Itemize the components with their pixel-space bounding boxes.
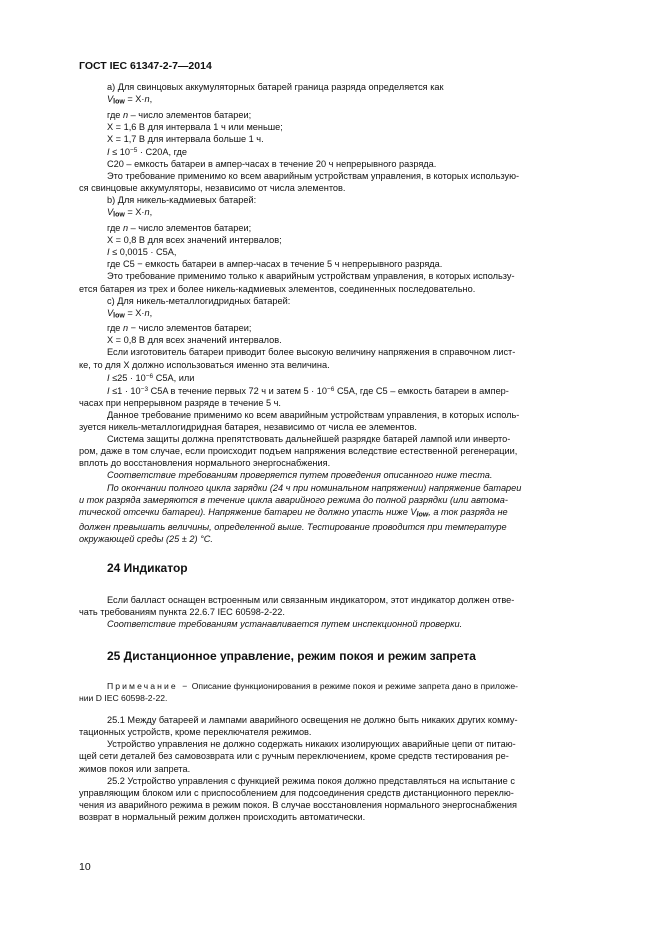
text-line: окружающей среды (25 ± 2) °С. (79, 534, 213, 545)
formula-v-low: $V_{low} = X\cdot n$, (107, 94, 153, 106)
compliance-line: Соответствие требованиям проверяется путем проведения описанного ниже теста. (107, 470, 493, 481)
text-line: Если балласт оснащен встроенным или связанным индикатором, этот индикатор должен отве- (107, 594, 515, 605)
formula-current: $I \le 1 \cdot 10^{-3}$ C5A в течение первых 72 ч и затем $5 \cdot 10^{-6}$ C5A, где C5 – емкость батареи в ампер- (107, 385, 509, 396)
section-heading-24: 24 Индикатор (107, 561, 188, 576)
text-line: где C5 − емкость батареи в ампер-часах в течение 5 ч непрерывного разряда. (107, 259, 443, 270)
text-line: X = 0,8 В для всех значений интервалов. (107, 335, 282, 346)
text-line: вплоть до восстановления нормального энергоснабжения. (79, 458, 331, 469)
text-line: возврат в нормальный режим должен происходить автоматически. (79, 811, 366, 822)
page-number: 10 (79, 861, 91, 873)
text-line: ется батарея из трех и более никель-кадмиевых элементов, соединенных последовательно. (79, 283, 476, 294)
text-line: b) Для никель-кадмиевых батарей: (107, 195, 257, 206)
text-line: управляющим блоком или с приспособлением для подсоединения средств дистанционного переклю- (79, 787, 514, 798)
text-line: Это требование применимо только к аварийным устройствам управления, в которых использу- (107, 271, 515, 282)
section-heading-25: 25 Дистанционное управление, режим покоя и режим запрета (107, 648, 476, 663)
text-line: тационных устройств, кроме переключателя режимов. (79, 727, 312, 738)
text-line: где n – число элементов батареи; (107, 109, 252, 120)
text-line: По окончании полного цикла зарядки (24 ч при номинальном напряжении) напряжение батареи (107, 482, 522, 493)
text-line: Если изготовитель батареи приводит более высокую величину напряжения в справочном лист- (107, 347, 516, 358)
document-header: ГОСТ IEC 61347-2-7—2014 (79, 60, 212, 72)
text-line: 25.2 Устройство управления с функцией режима покоя должно представляться на испытание с (107, 775, 515, 786)
text-line: Данное требование применимо ко всем аварийным устройствам управления, в которых исполь- (107, 409, 520, 420)
formula-current: $I \le 25 \cdot 10^{-6}$ C5A, или (107, 372, 195, 383)
text-line: должен превышать величины, определенной выше. Тестирование проводится при температуре (79, 522, 507, 533)
text-line: тической отсечки батареи). Напряжение батареи не должно упасть ниже $V_{low}$, а ток разряда не (79, 506, 508, 519)
text-line: Устройство управления не должно содержать никаких изолирующих аварийные цепи от питаю- (107, 739, 516, 750)
text-line: и ток разряда замеряются в течение цикла аварийного режима до полной разрядки (или автома- (79, 494, 508, 505)
note-label: Примечание − (107, 680, 190, 691)
text-line: где n – число элементов батареи; (107, 223, 252, 234)
text-line: чать требованиям пункта 22.6.7 IEC 60598-2-22. (79, 606, 285, 617)
text-line: где n − число элементов батареи; (107, 323, 252, 334)
text-line: 25.1 Между батареей и лампами аварийного освещения не должно быть никаких других комму- (107, 715, 518, 726)
text-line: ся свинцовые аккумуляторы, независимо от числа элементов. (79, 183, 346, 194)
compliance-line: Соответствие требованиям устанавливается путем инспекционной проверки. (107, 618, 463, 629)
spacer (79, 704, 585, 714)
text-line: ром, даже в том случае, если происходит подъем напряжения вследствие естественной регенерации, (79, 446, 518, 457)
text-line: X = 1,6 В для интервала 1 ч или меньше; (107, 121, 283, 132)
text-line: зуется никель-металлогидридная батарея, независимо от числа ее элементов. (79, 422, 417, 433)
text-line: чения из аварийного режима в режим покоя. В случае восстановления нормального энергоснабжения (79, 799, 517, 810)
formula-v-low: $V_{low} = X\cdot n$, (107, 207, 153, 219)
note-line: нии D IEC 60598-2-22. (79, 693, 168, 704)
formula-current: I ≤ 0,0015 · C5A, (107, 247, 177, 258)
text-line: С20 – емкость батареи в ампер-часах в течение 20 ч непрерывного разряда. (107, 159, 437, 170)
document-body (79, 81, 585, 823)
text-line: часах при непрерывном разряде в течение 5 ч. (79, 397, 281, 408)
formula-current: $I \le 10^{-5} \cdot C20A$, где (107, 146, 188, 157)
text-line: Система защиты должна препятствовать дальнейшей разрядке батарей лампой или инверто- (107, 434, 511, 445)
formula-v-low: $V_{low} = X\cdot n$, (107, 307, 153, 320)
text-line: X = 1,7 В для интервала больше 1 ч. (107, 133, 264, 144)
text-line: c) Для никель-металлогидридных батарей: (107, 295, 291, 306)
text-line: a) Для свинцовых аккумуляторных батарей граница разряда определяется как (107, 82, 444, 92)
text-line: щей сети деталей без самовозврата или с ручным переключением, кроме средств тестирования ре- (79, 751, 509, 762)
text-line: X = 0,8 В для всех значений интервалов; (107, 235, 282, 246)
text-line: ке, то для X должно использоваться именно эта величина. (79, 359, 330, 370)
text-line: жимов покоя или запрета. (79, 763, 191, 774)
text-line: Это требование применимо ко всем аварийным устройствам управления, в которых использую- (107, 171, 520, 182)
note-line: Примечание − Описание функционирования в режиме покоя и режиме запрета дано в приложе- (107, 680, 519, 691)
